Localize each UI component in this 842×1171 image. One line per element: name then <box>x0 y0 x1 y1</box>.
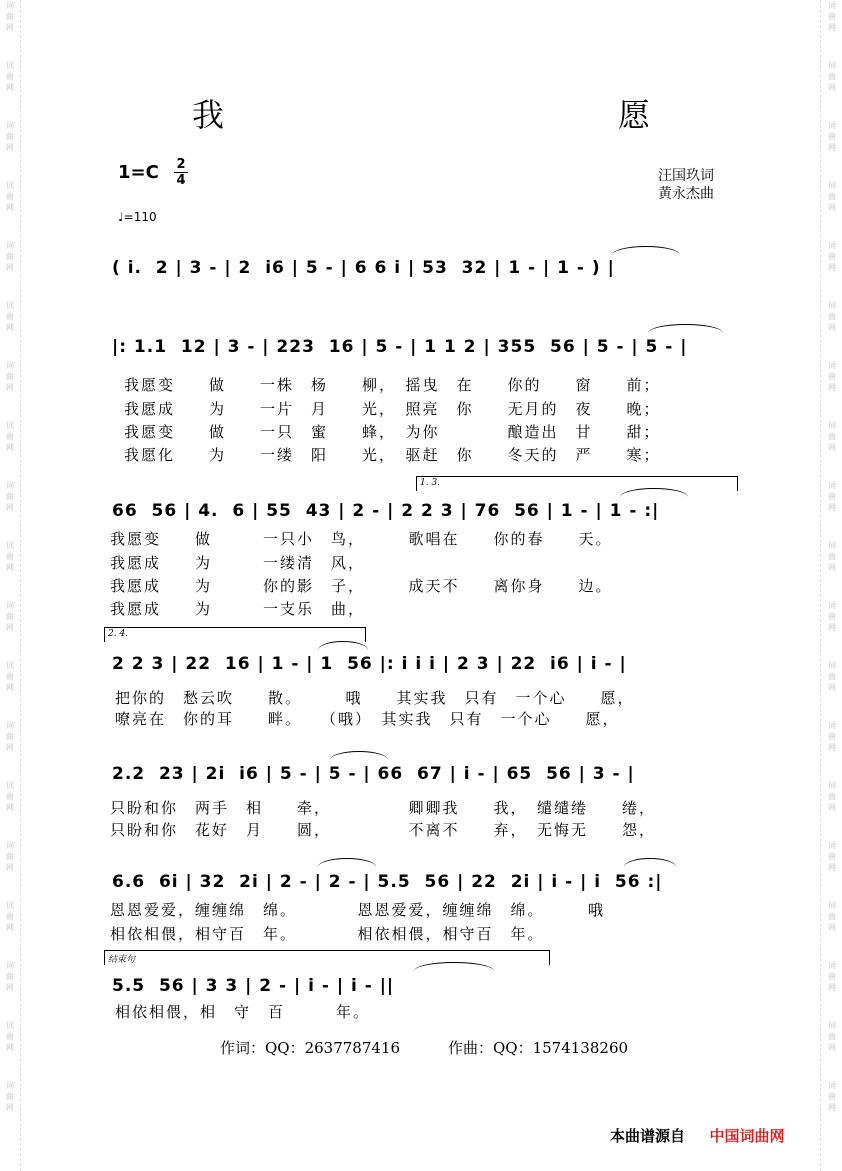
watermark-text: 词 曲 网 <box>828 601 836 632</box>
staff-3-lyric-verse-4: 我愿成 为 一支乐 曲， <box>110 600 366 618</box>
tie <box>612 246 680 255</box>
watermark-text: 词 曲 网 <box>6 541 14 572</box>
composer-credit: 黄永杰曲 <box>658 186 714 202</box>
watermark-text: 词 曲 网 <box>6 781 14 812</box>
volta-bracket-2-4 <box>104 627 366 642</box>
tie <box>318 858 376 867</box>
source-brand-link[interactable]: 中国词曲网 <box>709 1127 785 1145</box>
watermark-text: 词 曲 网 <box>828 901 836 932</box>
watermark-text: 词 曲 网 <box>6 601 14 632</box>
watermark-text: 词 曲 网 <box>828 661 836 692</box>
staff-2-lyric-verse-3: 我愿变 做 一只 蜜 蜂， 为你 酿造出 甘 甜； <box>124 423 661 441</box>
tie <box>330 751 388 760</box>
staff-2-lyric-verse-2: 我愿成 为 一片 月 光， 照亮 你 无月的 夜 晚； <box>124 400 661 418</box>
left-watermark-column <box>3 0 17 1171</box>
watermark-text: 词 曲 网 <box>828 421 836 452</box>
watermark-text: 词 曲 网 <box>6 61 14 92</box>
watermark-text: 词 曲 网 <box>828 841 836 872</box>
watermark-text: 词 曲 网 <box>828 1081 836 1112</box>
tie <box>318 641 368 650</box>
staff-5-lyric-verse-1: 只盼和你 两手 相 牵， 卿卿我 我， 缱缱绻 绻， <box>110 799 657 817</box>
watermark-text: 词 曲 网 <box>6 121 14 152</box>
watermark-text: 词 曲 网 <box>828 301 836 332</box>
staff-4-lyric-verse-1: 把你的 愁云吹 散。 哦 其实我 只有 一个心 愿， <box>115 689 635 707</box>
composer-contact: 作曲：QQ：1574138260 <box>448 1039 629 1057</box>
volta-label: 2. 4. <box>108 629 129 639</box>
right-watermark-column <box>825 0 839 1171</box>
watermark-text: 词 曲 网 <box>6 661 14 692</box>
lyricist-contact: 作词：QQ：2637787416 <box>220 1039 401 1057</box>
staff-5-lyric-verse-2: 只盼和你 花好 月 圆， 不离不 弃， 无悔无 怨， <box>110 821 657 839</box>
staff-line-6-notes: 6.6 6i | 32 2i | 2 - | 2 - | 5.5 56 | 22 2i | i - | i 56 :| <box>112 872 663 892</box>
tie <box>648 324 723 333</box>
watermark-text: 词 曲 网 <box>6 721 14 752</box>
watermark-text: 词 曲 网 <box>828 721 836 752</box>
meter-bottom: 4 <box>176 173 186 188</box>
watermark-text: 词 曲 网 <box>6 1 14 32</box>
watermark-text: 词 曲 网 <box>828 241 836 272</box>
staff-6-lyric-verse-1: 恩恩爱爱，缠缠绵 绵。 恩恩爱爱，缠缠绵 绵。 哦 <box>110 901 606 919</box>
tie <box>624 858 676 867</box>
staff-line-1-notes: ( i. 2 | 3 - | 2 i6 | 5 - | 6 6 i | 53 32 | 1 - | 1 - ) | <box>112 258 615 278</box>
ending-bracket <box>104 950 550 965</box>
watermark-text: 词 曲 网 <box>828 361 836 392</box>
watermark-text: 词 曲 网 <box>6 421 14 452</box>
watermark-text: 词 曲 网 <box>828 61 836 92</box>
volta-bracket-1-3 <box>416 476 738 491</box>
staff-3-lyric-verse-1: 我愿变 做 一只小 鸟， 歌唱在 你的春 天。 <box>110 530 613 548</box>
staff-2-lyric-verse-4: 我愿化 为 一缕 阳 光， 驱赶 你 冬天的 严 寒； <box>124 446 661 464</box>
song-title: 我 愿 <box>191 96 760 134</box>
watermark-text: 词 曲 网 <box>828 541 836 572</box>
watermark-text: 词 曲 网 <box>828 121 836 152</box>
watermark-text: 词 曲 网 <box>828 961 836 992</box>
staff-3-lyric-verse-2: 我愿成 为 一缕清 风， <box>110 554 366 572</box>
tempo-marking: ♩=110 <box>118 210 157 224</box>
staff-2-lyric-verse-1: 我愿变 做 一株 杨 柳， 摇曳 在 你的 窗 前； <box>124 376 661 394</box>
lyricist-credit: 汪国玖词 <box>658 168 714 184</box>
watermark-text: 词 曲 网 <box>6 901 14 932</box>
watermark-text: 词 曲 网 <box>828 1 836 32</box>
watermark-text: 词 曲 网 <box>6 841 14 872</box>
source-footer <box>610 1125 785 1146</box>
watermark-text: 词 曲 网 <box>828 1021 836 1052</box>
source-prefix: 本曲谱源自 <box>610 1127 686 1145</box>
ending-label: 结束句 <box>108 955 136 965</box>
watermark-text: 词 曲 网 <box>6 301 14 332</box>
staff-line-3-notes: 66 56 | 4. 6 | 55 43 | 2 - | 2 2 3 | 76 56 | 1 - | 1 - :| <box>112 501 660 521</box>
staff-line-2-notes: |: 1.1 12 | 3 - | 223 16 | 5 - | 1 1 2 | 355 56 | 5 - | 5 - | <box>112 337 688 357</box>
watermark-text: 词 曲 网 <box>828 781 836 812</box>
watermark-text: 词 曲 网 <box>828 481 836 512</box>
time-signature <box>174 158 188 187</box>
watermark-text: 词 曲 网 <box>6 181 14 212</box>
watermark-text: 词 曲 网 <box>6 1021 14 1052</box>
staff-line-4-notes: 2 2 3 | 22 16 | 1 - | 1 56 |: i i i | 2 3 | 22 i6 | i - | <box>112 654 627 674</box>
watermark-text: 词 曲 网 <box>6 481 14 512</box>
watermark-text: 词 曲 网 <box>6 361 14 392</box>
staff-line-7-notes: 5.5 56 | 3 3 | 2 - | i - | i - || <box>112 976 395 996</box>
watermark-text: 词 曲 网 <box>6 241 14 272</box>
staff-line-5-notes: 2.2 23 | 2i i6 | 5 - | 5 - | 66 67 | i - | 65 56 | 3 - | <box>112 764 635 784</box>
meter-top: 2 <box>176 157 186 172</box>
volta-label: 1. 3. <box>420 478 441 488</box>
watermark-text: 词 曲 网 <box>6 1081 14 1112</box>
watermark-text: 词 曲 网 <box>6 961 14 992</box>
staff-7-lyric: 相依相偎，相 守 百 年。 <box>115 1003 371 1021</box>
watermark-text: 词 曲 网 <box>828 181 836 212</box>
key-signature: 1=C <box>118 162 159 183</box>
staff-6-lyric-verse-2: 相依相偎，相守百 年。 相依相偎，相守百 年。 <box>110 925 545 943</box>
staff-3-lyric-verse-3: 我愿成 为 你的影 子， 成天不 离你身 边。 <box>110 577 613 595</box>
staff-4-lyric-verse-2: 嘹亮在 你的耳 畔。 （哦） 其实我 只有 一个心 愿， <box>115 710 620 728</box>
